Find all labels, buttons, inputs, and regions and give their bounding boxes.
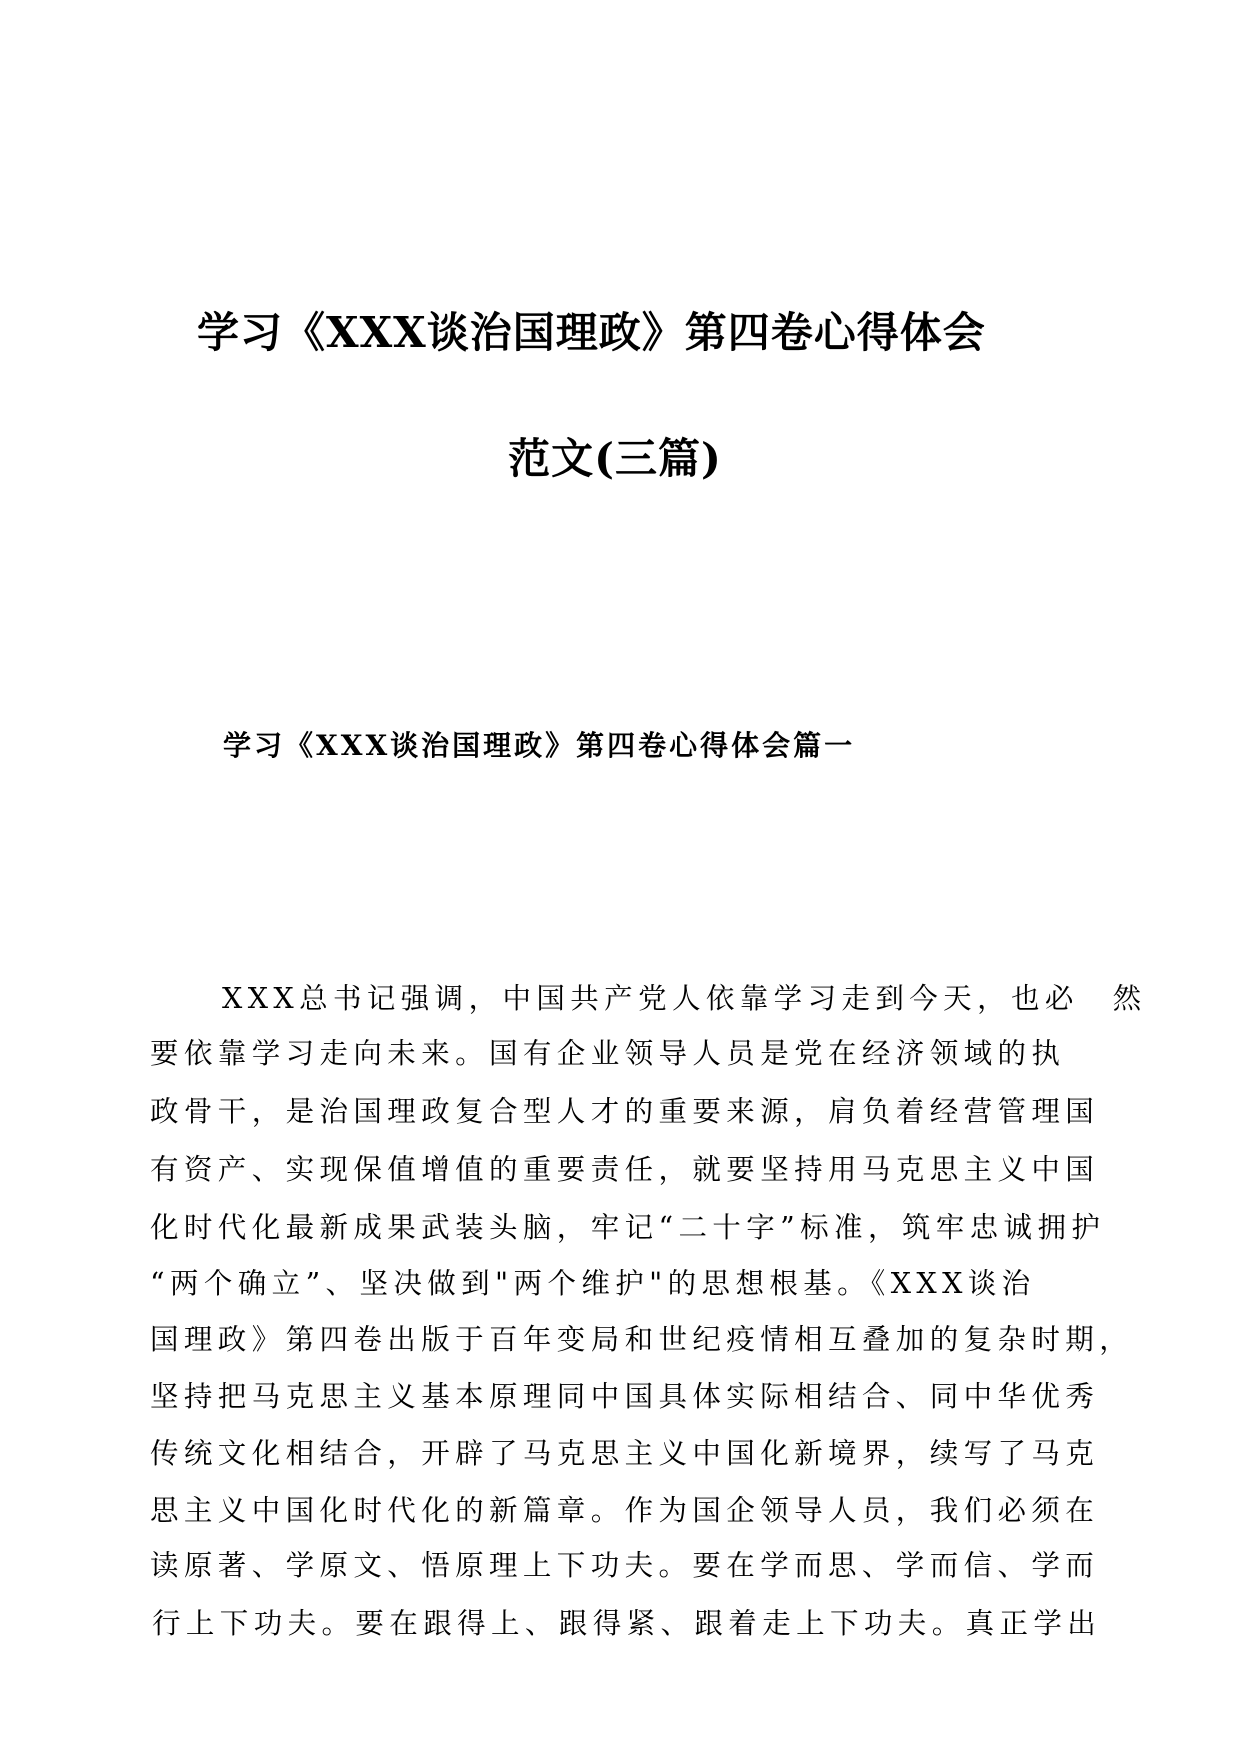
body-line-6: “两个确立”、坚决做到"两个维护"的思想根基。《XXX谈治 — [150, 1267, 1036, 1300]
body-line-3: 政骨干，是治国理政复合型人才的重要来源，肩负着经营管理国 — [150, 1095, 1100, 1128]
body-line-4: 有资产、实现保值增值的重要责任，就要坚持用马克思主义中国 — [150, 1153, 1100, 1186]
body-line-10: 思主义中国化时代化的新篇章。作为国企领导人员，我们必须在 — [150, 1494, 1100, 1527]
body-line-1: XXX总书记强调，中国共产党人依靠学习走到今天，也必 然 — [222, 982, 1147, 1015]
body-line-12: 行上下功夫。要在跟得上、跟得紧、跟着走上下功夫。真正学出 — [152, 1607, 1102, 1640]
body-line-8: 坚持把马克思主义基本原理同中国具体实际相结合、同中华优秀 — [150, 1380, 1100, 1413]
section-heading: 学习《XXX谈治国理政》第四卷心得体会篇一 — [223, 729, 856, 762]
body-line-5: 化时代化最新成果武装头脑，牢记“二十字”标准，筑牢忠诚拥护 — [150, 1211, 1106, 1244]
body-line-7: 国理政》第四卷出版于百年变局和世纪疫情相互叠加的复杂时期， — [150, 1323, 1134, 1356]
body-line-2: 要依靠学习走向未来。国有企业领导人员是党在经济领域的执 — [150, 1037, 1066, 1070]
document-title-line-2: 范文(三篇) — [508, 434, 722, 483]
body-line-11: 读原著、学原文、悟原理上下功夫。要在学而思、学而信、学而 — [150, 1549, 1100, 1582]
body-line-9: 传统文化相结合，开辟了马克思主义中国化新境界，续写了马克 — [150, 1437, 1100, 1470]
document-title-line-1: 学习《XXX谈治国理政》第四卷心得体会 — [197, 308, 986, 357]
